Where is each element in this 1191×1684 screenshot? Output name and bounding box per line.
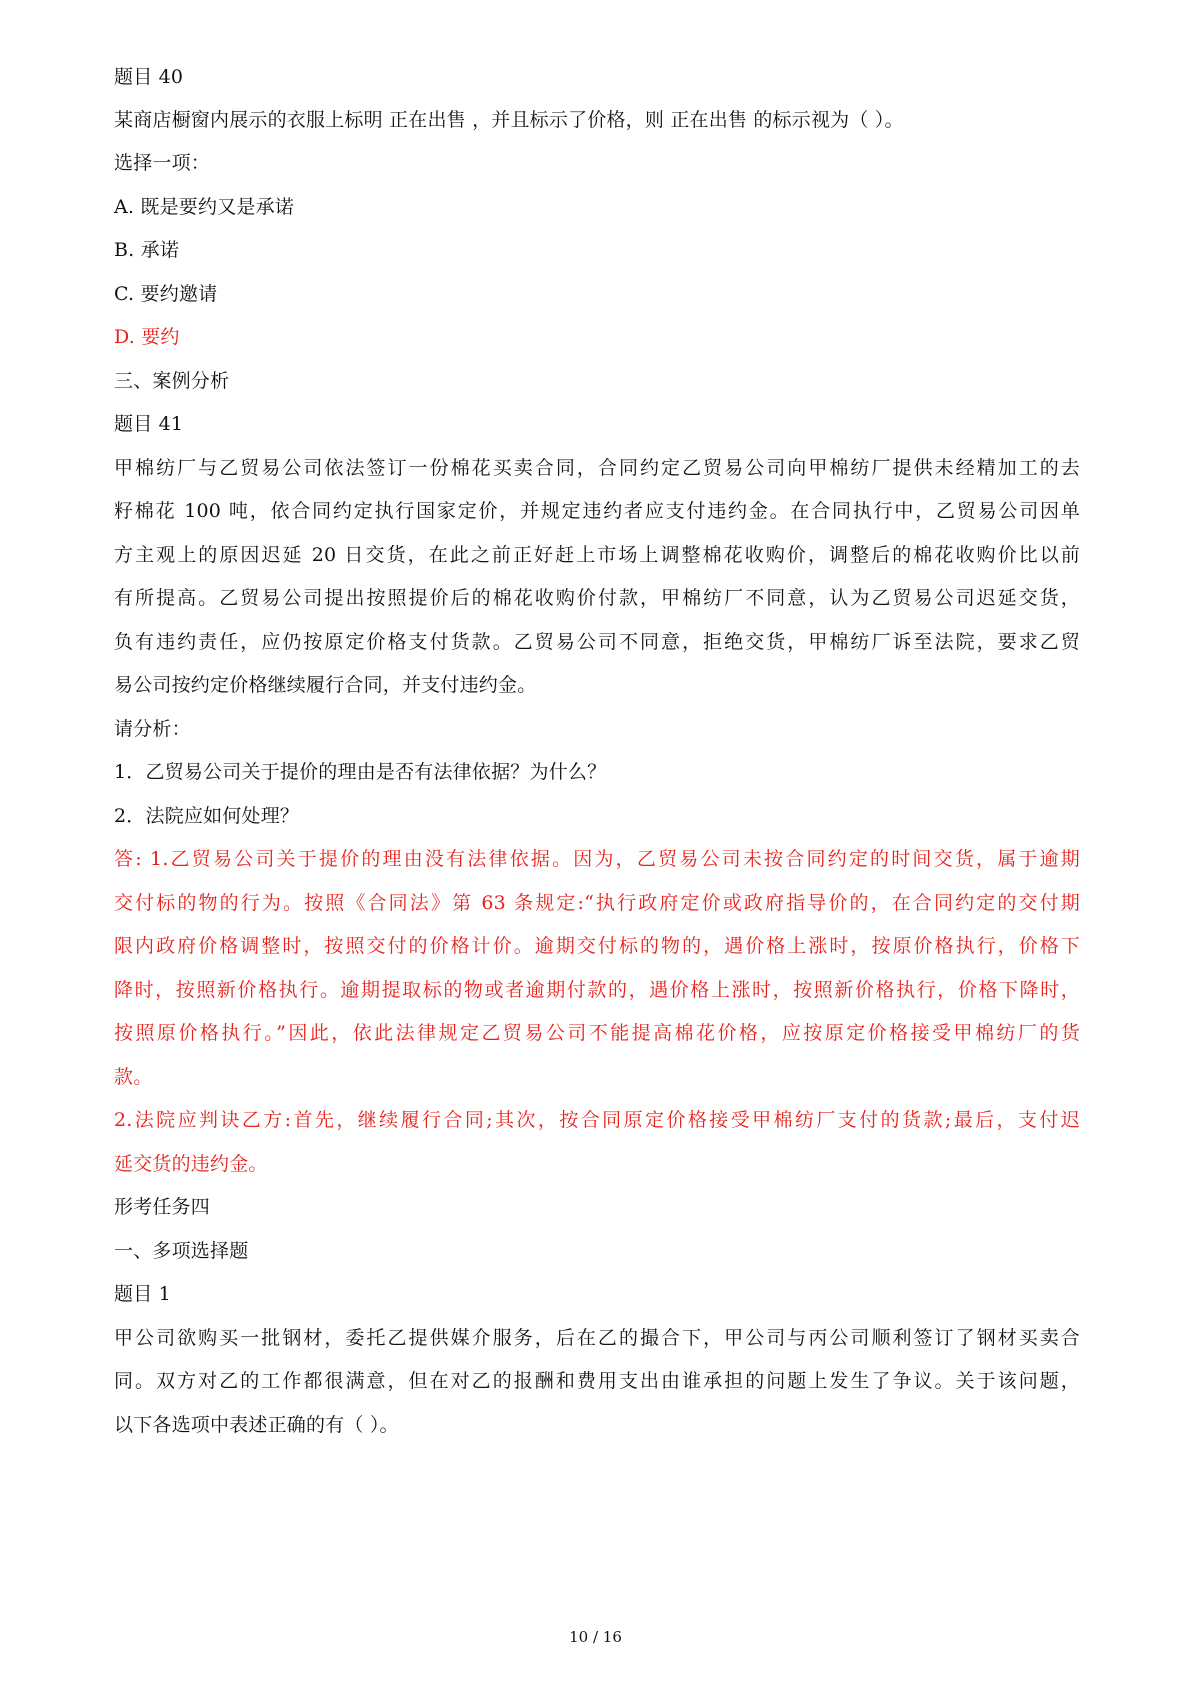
answer-line: 答: 1.乙贸易公司关于提价的理由没有法律依据。因为，乙贸易公司未按合同约定的时间交货，属于逾期 (114, 848, 1080, 870)
analysis-prompt: 请分析： (114, 718, 191, 740)
question-1-stem-line: 同。双方对乙的工作都很满意，但在对乙的报酬和费用支出由谁承担的问题上发生了争议。关于该问题， (114, 1370, 1080, 1392)
question-40-stem: 某商店橱窗内展示的衣服上标明 正在出售 ，并且标示了价格，则 正在出售 的标示视为（ ）。 (114, 109, 904, 131)
page-number: 10 / 16 (569, 1628, 622, 1646)
case-line: 易公司按约定价格继续履行合同，并支付违约金。 (114, 674, 537, 696)
analysis-question-2: 2．法院应如何处理？ (114, 805, 300, 827)
case-line: 有所提高。乙贸易公司提出按照提价后的棉花收购价付款，甲棉纺厂不同意，认为乙贸易公司迟延交货， (114, 587, 1080, 609)
section-heading-case-analysis: 三、案例分析 (114, 370, 230, 392)
question-41-title: 题目 41 (114, 413, 184, 435)
option-a: A. 既是要约又是承诺 (114, 196, 295, 218)
option-c: C. 要约邀请 (114, 283, 218, 305)
question-40-prompt: 选择一项： (114, 152, 211, 174)
case-line: 负有违约责任，应仍按原定价格支付货款。乙贸易公司不同意，拒绝交货，甲棉纺厂诉至法院，要求乙贸 (114, 631, 1080, 653)
case-line: 籽棉花 100 吨，依合同约定执行国家定价，并规定违约者应支付违约金。在合同执行中，乙贸易公司因单 (114, 500, 1080, 522)
answer-line: 按照原价格执行。”因此，依此法律规定乙贸易公司不能提高棉花价格，应按原定价格接受甲棉纺厂的货 (114, 1022, 1080, 1044)
question-40-title: 题目 40 (114, 66, 184, 88)
answer-line: 交付标的物的行为。按照《合同法》第 63 条规定:“执行政府定价或政府指导价的，在合同约定的交付期 (114, 892, 1080, 914)
section-heading-multiple-choice: 一、多项选择题 (114, 1240, 249, 1262)
case-line: 甲棉纺厂与乙贸易公司依法签订一份棉花买卖合同，合同约定乙贸易公司向甲棉纺厂提供未经精加工的去 (114, 457, 1080, 479)
answer-line: 限内政府价格调整时，按照交付的价格计价。逾期交付标的物的，遇价格上涨时，按原价格执行，价格下 (114, 935, 1080, 957)
analysis-question-1: 1．乙贸易公司关于提价的理由是否有法律依据？为什么？ (114, 761, 607, 783)
case-line: 方主观上的原因迟延 20 日交货，在此之前正好赶上市场上调整棉花收购价，调整后的棉花收购价比以前 (114, 544, 1080, 566)
question-1-stem-line: 甲公司欲购买一批钢材，委托乙提供媒介服务，后在乙的撮合下，甲公司与丙公司顺利签订了钢材买卖合 (114, 1327, 1080, 1349)
answer-line: 款。 (114, 1066, 153, 1088)
answer-line: 延交货的违约金。 (114, 1153, 268, 1175)
option-d-correct: D. 要约 (114, 326, 180, 348)
answer-line: 降时，按照新价格执行。逾期提取标的物或者逾期付款的，遇价格上涨时，按照新价格执行，价格下降时， (114, 979, 1080, 1001)
question-1-stem-line: 以下各选项中表述正确的有（ ）。 (114, 1414, 399, 1436)
task-heading: 形考任务四 (114, 1196, 211, 1218)
question-1-title: 题目 1 (114, 1283, 171, 1305)
answer-line: 2.法院应判诀乙方:首先，继续履行合同;其次，按合同原定价格接受甲棉纺厂支付的货款;最后，支付迟 (114, 1109, 1080, 1131)
option-b: B. 承诺 (114, 239, 180, 261)
